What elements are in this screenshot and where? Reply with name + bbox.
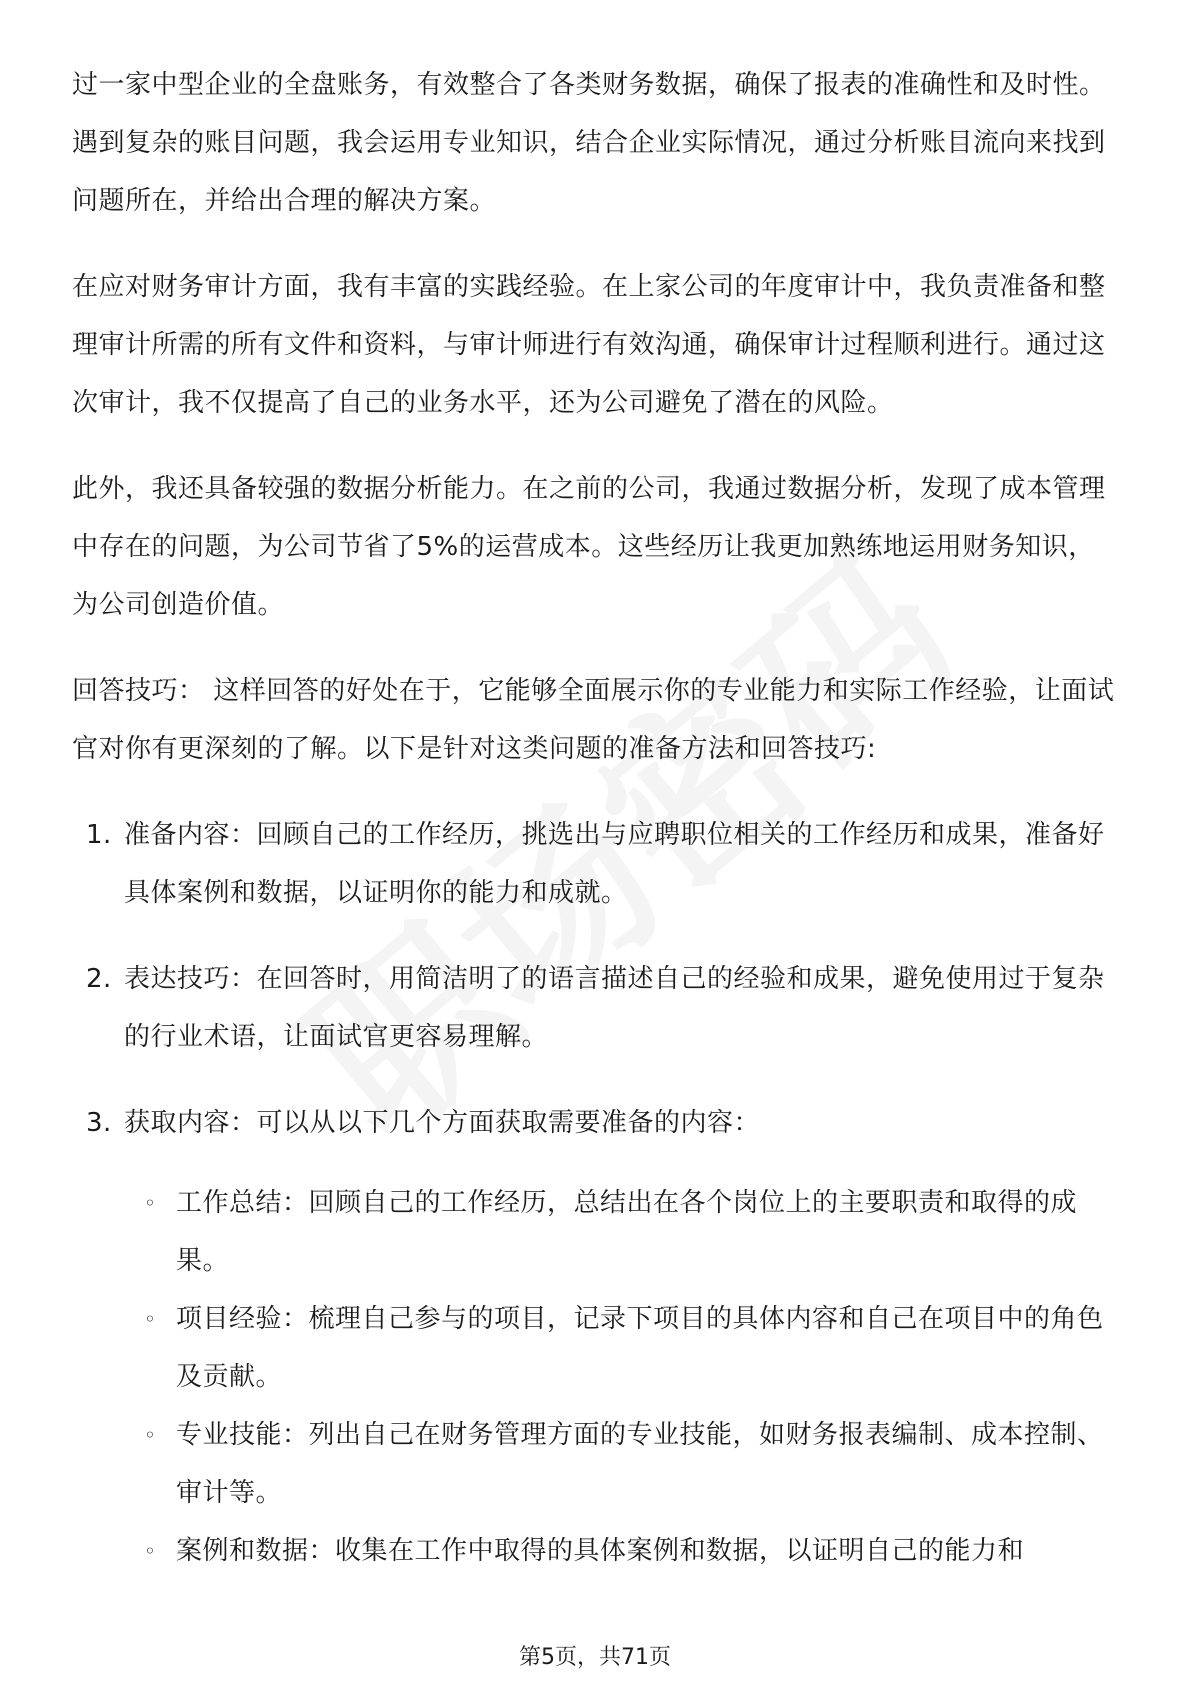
bullet-icon: ◦ bbox=[144, 1423, 157, 1447]
list-item bbox=[72, 1094, 1118, 1580]
sub-list bbox=[124, 1174, 1118, 1580]
list-item-text: 准备内容：回顾自己的工作经历，挑选出与应聘职位相关的工作经历和成果，准备好具体案例和数据，以证明你的能力和成就。 bbox=[124, 820, 1105, 908]
paragraph-data-analysis: 此外，我还具备较强的数据分析能力。在之前的公司，我通过数据分析，发现了成本管理中存在的问题，为公司节省了5%的运营成本。这些经历让我更加熟练地运用财务知识，为公司创造价值。 bbox=[72, 474, 1106, 620]
list-item-text: 获取内容：可以从以下几个方面获取需要准备的内容： bbox=[124, 1108, 761, 1138]
sub-list-item bbox=[124, 1174, 1118, 1290]
page-content bbox=[72, 56, 1118, 1608]
paragraph-experience: 过一家中型企业的全盘账务，有效整合了各类财务数据，确保了报表的准确性和及时性。遇到复杂的账目问题，我会运用专业知识，结合企业实际情况，通过分析账目流向来找到问题所在，并给出合理的解决方案。 bbox=[72, 70, 1106, 216]
bullet-icon: ◦ bbox=[144, 1539, 157, 1563]
sub-list-item bbox=[124, 1522, 1118, 1580]
sub-list-item-text: 工作总结：回顾自己的工作经历，总结出在各个岗位上的主要职责和取得的成果。 bbox=[176, 1188, 1078, 1276]
list-number: 2. bbox=[86, 964, 112, 994]
tips-list bbox=[72, 806, 1118, 1580]
sub-list-item-text: 案例和数据：收集在工作中取得的具体案例和数据，以证明自己的能力和 bbox=[176, 1536, 1025, 1566]
paragraph-audit: 在应对财务审计方面，我有丰富的实践经验。在上家公司的年度审计中，我负责准备和整理审计所需的所有文件和资料，与审计师进行有效沟通，确保审计过程顺利进行。通过这次审计，我不仅提高了自己的业务水平，还为公司避免了潜在的风险。 bbox=[72, 272, 1106, 418]
sub-list-item bbox=[124, 1406, 1118, 1522]
page-number-footer: 第5页，共71页 bbox=[519, 1645, 671, 1670]
list-number: 3. bbox=[86, 1108, 112, 1138]
list-item bbox=[72, 806, 1118, 922]
list-number: 1. bbox=[86, 820, 112, 850]
bullet-icon: ◦ bbox=[144, 1307, 157, 1331]
list-item-text: 表达技巧：在回答时，用简洁明了的语言描述自己的经验和成果，避免使用过于复杂的行业术语，让面试官更容易理解。 bbox=[124, 964, 1105, 1052]
list-item bbox=[72, 950, 1118, 1066]
paragraph-answer-tips: 回答技巧： 这样回答的好处在于，它能够全面展示你的专业能力和实际工作经验，让面试官对你有更深刻的了解。以下是针对这类问题的准备方法和回答技巧: bbox=[72, 676, 1115, 764]
sub-list-item-text: 专业技能：列出自己在财务管理方面的专业技能，如财务报表编制、成本控制、审计等。 bbox=[176, 1420, 1104, 1508]
sub-list-item bbox=[124, 1290, 1118, 1406]
bullet-icon: ◦ bbox=[144, 1191, 157, 1215]
sub-list-item-text: 项目经验：梳理自己参与的项目，记录下项目的具体内容和自己在项目中的角色及贡献。 bbox=[176, 1304, 1104, 1392]
